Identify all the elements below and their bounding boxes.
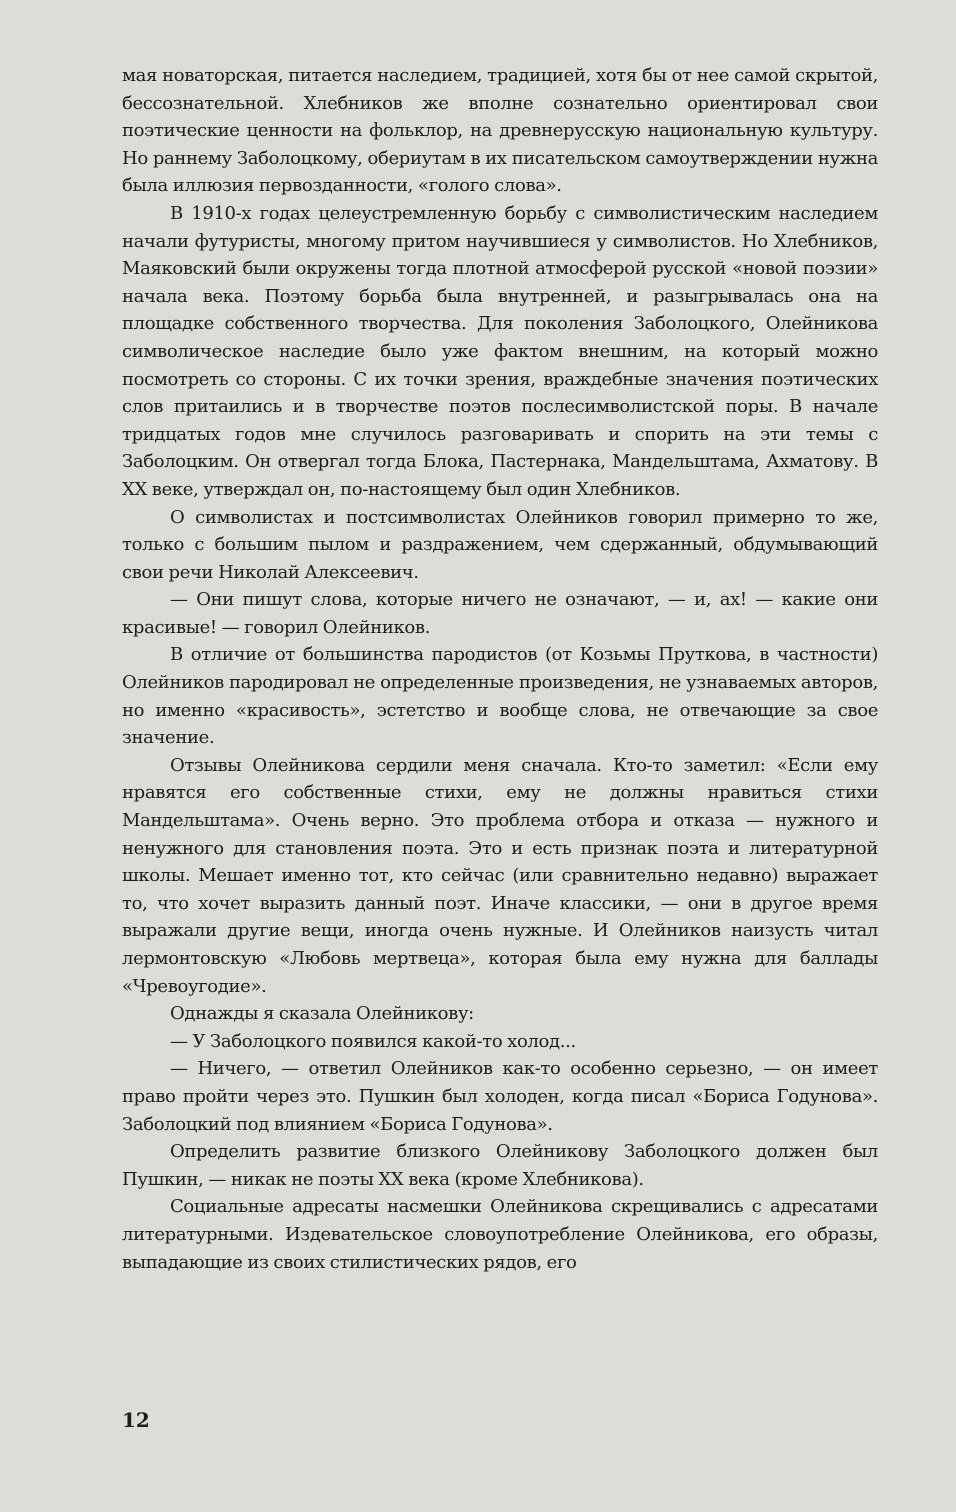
paragraph-quote-words: — Они пишут слова, которые ничего не означают, — и, ах! — какие они красивые! — говорил Олейников. xyxy=(122,589,878,638)
paragraph-parodists: В отличие от большинства пародистов (от Козьмы Пруткова, в частности) Олейников пародировал не определенные произведения, не узнаваемых авторов, но именно «красивость», эстетство и вообще слова, не отвечающие за свое значение. xyxy=(122,644,878,749)
paragraph-reviews: Отзывы Олейникова сердили меня сначала. Кто-то заметил: «Если ему нравятся его собственные стихи, ему не должны нравиться стихи Мандельштама». Очень верно. Это проблема отбора и отказа — нужного и ненужного для становления поэта. Это и есть признак поэта и литературной школы. Мешает именно тот, кто сейчас (или сравнительно недавно) выражает то, что хочет выразить данный поэт. Иначе классики, — они в другое время выражали другие вещи, иногда очень нужные. И Олейников наизусть читал лермонтовскую «Любовь мертвеца», которая была ему нужна для баллады «Чревоугодие». xyxy=(122,754,878,997)
paragraph-once-said: Однажды я сказала Олейникову: xyxy=(170,1003,474,1025)
body-text xyxy=(122,62,878,1276)
paragraph-pushkin: Определить развитие близкого Олейникову Заболоцкого должен был Пушкин, — никак не поэты XX века (кроме Хлебникова). xyxy=(122,1141,878,1190)
paragraph-dialogue-answer: — Ничего, — ответил Олейников как-то особенно серьезно, — он имеет право пройти через это. Пушкин был холоден, когда писал «Бориса Годунова». Заболоцкий под влиянием «Бориса Годунова». xyxy=(122,1058,878,1135)
paragraph-symbolists: О символистах и постсимволистах Олейников говорил примерно то же, только с большим пылом и раздражением, чем сдержанный, обдумывающий свои речи Николай Алексеевич. xyxy=(122,506,878,583)
page-number: 12 xyxy=(122,1408,150,1432)
paragraph-continuation: мая новаторская, питается наследием, традицией, хотя бы от нее самой скрытой, бессознательной. Хлебников же вполне сознательно ориентировал свои поэтические ценности на фольклор, на древнерусскую национальную культуру. Но раннему Заболоцкому, обериутам в их писательском самоутверждении нужна была иллюзия первозданности, «голого слова». xyxy=(122,65,878,197)
paragraph-futurists: В 1910-х годах целеустремленную борьбу с символистическим наследием начали футуристы, многому притом научившиеся у символистов. Но Хлебников, Маяковский были окружены тогда плотной атмосферой русской «новой поэзии» начала века. Поэтому борьба была внутренней, и разыгрывалась она на площадке собственного творчества. Для поколения Заболоцкого, Олейникова символическое наследие было уже фактом внешним, на который можно посмотреть со стороны. С их точки зрения, враждебные значения поэтических слов притаились и в творчестве поэтов послесимволистской поры. В начале тридцатых годов мне случилось разговаривать и спорить на эти темы с Заболоцким. Он отвергал тогда Блока, Пастернака, Мандельштама, Ахматову. В XX веке, утверждал он, по-настоящему был один Хлебников. xyxy=(122,202,878,500)
paragraph-dialogue-cold: — У Заболоцкого появился какой-то холод... xyxy=(170,1030,576,1052)
paragraph-social: Социальные адресаты насмешки Олейникова скрещивались с адресатами литературными. Издевательское словоупотребление Олейникова, его образы, выпадающие из своих стилистических рядов, его xyxy=(122,1196,878,1273)
